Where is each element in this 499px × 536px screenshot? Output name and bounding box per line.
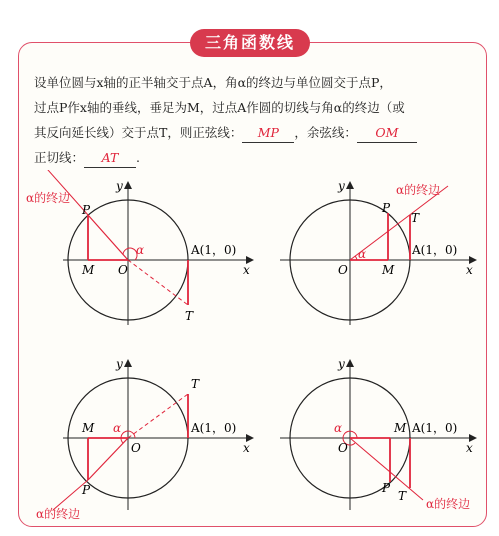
terminal-side [88,215,128,260]
label-t: T [191,377,200,391]
intro-line-3 [34,120,474,145]
label-t: T [398,489,407,503]
figure-quadrant-2 [26,170,253,325]
terminal-label: α的终边 [396,183,441,197]
intro-line-2: 过点P作x轴的垂线，垂足为M，过点A作圆的切线与角α的终边（或 [34,100,405,115]
terminal-side [88,438,128,480]
label-m: M [382,263,395,277]
label-y: y [338,357,345,371]
label-x: x [243,263,250,277]
figure-quadrant-3 [36,357,253,521]
cosine-line-answer: OM [357,124,417,143]
label-p: P [82,203,91,217]
unit-circle-figures [18,170,488,525]
label-a: A(1，0) [412,243,458,257]
label-t: T [185,309,194,323]
intro-line-1: 设单位圆与x轴的正半轴交于点A，角α的终边与单位圆交于点P， [34,75,392,90]
intro-line-3-mid: ，余弦线： [294,125,357,140]
label-m: M [82,421,95,435]
label-a: A(1，0) [191,421,237,435]
terminal-label: α的终边 [36,507,81,521]
terminal-label: α的终边 [26,191,71,205]
label-y: y [116,357,123,371]
label-m: M [82,263,95,277]
label-alpha: α [334,421,343,435]
sine-line-answer: MP [242,124,294,143]
label-y: y [116,179,123,193]
label-o: O [131,441,141,455]
reverse-extension [128,260,188,305]
section-title: 三角函数线 [190,29,310,57]
reverse-extension [128,394,188,438]
label-o: O [338,441,348,455]
label-p: P [382,201,391,215]
label-p: P [82,483,91,497]
angle-arc [123,248,137,260]
figure-quadrant-4 [280,357,476,511]
label-y: y [338,179,345,193]
intro-line-3-text: 其反向延长线）交于点T，则正弦线： [34,125,243,140]
label-x: x [466,263,473,277]
label-t: T [411,211,420,225]
intro-text [34,70,474,170]
label-m: M [394,421,407,435]
label-a: A(1，0) [191,243,237,257]
label-o: O [338,263,348,277]
label-a: A(1，0) [412,421,458,435]
intro-line-4-text: 正切线： [34,150,85,165]
label-x: x [243,441,250,455]
label-alpha: α [358,247,367,261]
intro-line-4-end: . [136,150,140,165]
label-alpha: α [113,421,122,435]
terminal-label: α的终边 [426,497,471,511]
figure-quadrant-1 [280,179,476,325]
intro-line-4 [34,145,474,170]
tangent-line-answer: AT [84,149,136,168]
label-alpha: α [136,243,145,257]
label-o: O [118,263,128,277]
label-x: x [466,441,473,455]
label-p: P [382,481,391,495]
